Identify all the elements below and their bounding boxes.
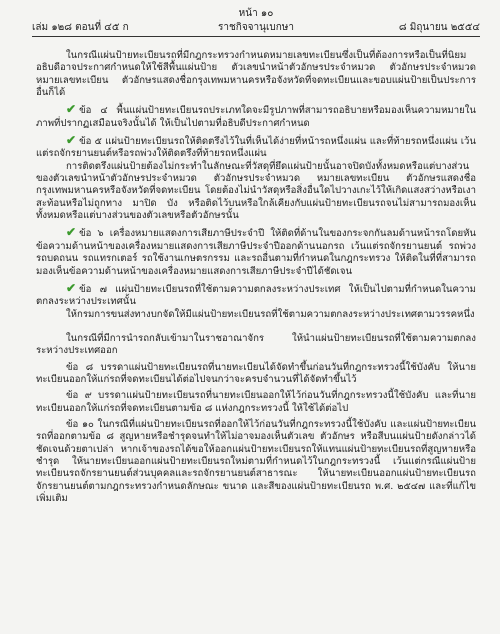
clause-8: ข้อ ๘ บรรดาแผ่นป้ายทะเบียนรถที่นายทะเบียนได้จัดทำขึ้นก่อนวันที่กฎกระทรวงนี้ใช้บังคับ ให้นายทะเบียนออกให้แก่รถที่จดทะเบียนได้ต่อไปจนกว่าจะครบจำนวนที่ได้จัดทำขึ้นไว้ bbox=[36, 361, 476, 385]
clause-7-text: ข้อ ๗ แผ่นป้ายทะเบียนรถที่ใช้ตามความตกลงระหว่างประเทศ ให้เป็นไปตามที่กำหนดในความตกลงระหว่างประเทศนั้น bbox=[36, 283, 476, 308]
publication-date: ๘ มิถุนายน ๒๕๕๔ bbox=[398, 22, 480, 33]
page-number: หน้า ๑๐ bbox=[238, 8, 274, 19]
clause-9: ข้อ ๙ บรรดาแผ่นป้ายทะเบียนรถที่นายทะเบียนออกให้ไว้ก่อนวันที่กฎกระทรวงนี้ใช้บังคับ และที่นายทะเบียนออกให้แก่รถที่จดทะเบียนตามข้อ ๘ แห่งกฎกระทรวงนี้ ให้ใช้ได้ต่อไป bbox=[36, 390, 476, 414]
header-divider bbox=[32, 36, 480, 37]
page-header bbox=[32, 6, 480, 46]
clause-10: ข้อ ๑๐ ในกรณีที่แผ่นป้ายทะเบียนรถที่ออกให้ไว้ก่อนวันที่กฎกระทรวงนี้ใช้บังคับ และแผ่นป้ายทะเบียนรถที่ออกตามข้อ ๘ สูญหายหรือชำรุดจนทำให้ไม่อาจมองเห็นตัวเลข ตัวอักษร หรือสีบนแผ่นป้ายดังกล่าวได้ชัดเจนด้วยตาเปล่า หากเจ้าของรถได้ขอให้ออกแผ่นป้ายทะเบียนรถให้แทนแผ่นป้ายทะเบียนรถที่สูญหายหรือชำรุด ให้นายทะเบียนออกแผ่นป้ายทะเบียนรถใหม่ตามที่กำหนดไว้ในกฎกระทรวงนี้ เว้นแต่กรณีแผ่นป้ายทะเบียนรถจักรยานยนต์ส่วนบุคคลและรถจักรยานยนต์สาธารณะ ให้นายทะเบียนออกแผ่นป้ายทะเบียนรถจักรยานยนต์ตามกฎกระทรวงกำหนดลักษณะ ขนาด และสีของแผ่นป้ายทะเบียนรถ พ.ศ. ๒๕๔๗ และที่แก้ไขเพิ่มเติม bbox=[36, 418, 476, 504]
clause-4-text: ข้อ ๔ พื้นแผ่นป้ายทะเบียนรถประเภทใดจะมีรูปภาพที่สามารถอธิบายหรือมองเห็นความหมายในภาพที่ปรากฏเสมือนจริงนั้นได้ ให้เป็นไปตามที่อธิบดีประกาศกำหนด bbox=[36, 105, 476, 129]
paragraph-return-vehicle: ในกรณีที่มีการนำรถกลับเข้ามาในราชอาณาจักร ให้นำแผ่นป้ายทะเบียนรถที่ใช้ตามความตกลงระหว่างประเทศออก bbox=[36, 332, 476, 357]
paragraph-plate-mounting: การติดตรึงแผ่นป้ายต้องไม่กระทำในลักษณะที่วัสดุที่ยึดแผ่นป้ายนั้นอาจปิดบังทั้งหมดหรือแต่บางส่วนของตัวเลขนำหน้าตัวอักษรประจำหมวด ตัวอักษรประจำหมวด หมายเลขทะเบียน ตัวอักษรแสดงชื่อกรุงเทพมหานครหรือจังหวัดที่จดทะเบียน โดยต้องไม่นำวัสดุหรือสิ่งอื่นใดไปวางเกะไว้ให้เกิดแสงสว่างหรือเงาสะท้อนหรือไม่ถูกทาง มาปิด บัง หรือติดไว้บนหรือใกล้เคียงกับแผ่นป้ายทะเบียนรถจนไม่สามารถมองเห็นทั้งหมดหรือแต่บางส่วนของตัวเลขหรือตัวอักษรนั้น bbox=[36, 160, 476, 222]
clause-4 bbox=[36, 103, 476, 130]
paragraph-international-plates: ให้กรมการขนส่งทางบกจัดให้มีแผ่นป้ายทะเบียนรถที่ใช้ตามความตกลงระหว่างประเทศตามวรรคหนึ่ง bbox=[66, 308, 475, 320]
check-icon: ✔ bbox=[66, 133, 77, 148]
clause-6 bbox=[36, 226, 476, 277]
paragraph-registration-special: ในกรณีแผ่นป้ายทะเบียนรถที่มีกฎกระทรวงกำหนดหมายเลขทะเบียนซึ่งเป็นที่ต้องการหรือเป็นที่นิยม อธิบดีอาจประกาศกำหนดให้ใช้สีพื้นแผ่นป้าย ตัวเลขนำหน้าตัวอักษรประจำหมวด ตัวอักษรประจำหมวด หมายเลขทะเบียน ตัวอักษรแสดงชื่อกรุงเทพมหานครหรือจังหวัดที่จดทะเบียนและขอบแผ่นป้ายเป็นประการอื่นก็ได้ bbox=[36, 50, 476, 99]
check-icon: ✔ bbox=[66, 102, 77, 117]
clause-6-text: ข้อ ๖ เครื่องหมายแสดงการเสียภาษีประจำปี ให้ติดที่ด้านในของกระจกกันลมด้านหน้ารถโดยหันข้อความด้านหน้าของเครื่องหมายแสดงการเสียภาษีประจำปีออกด้านนอกรถ เว้นแต่รถจักรยานยนต์ รถพ่วง รถบดถนน รถแทรกเตอร์ รถใช้งานเกษตรกรรม และรถอื่นตามที่กำหนดในกฎกระทรวง ให้ติดในที่ที่สามารถมองเห็นข้อความด้านหน้าของเครื่องหมายแสดงการเสียภาษีประจำปีได้ชัดเจน bbox=[36, 228, 476, 277]
gazette-title: ราชกิจจานุเบกษา bbox=[217, 22, 295, 33]
clause-5 bbox=[36, 134, 476, 161]
volume-label: เล่ม ๑๒๘ ตอนที่ ๔๕ ก bbox=[32, 22, 129, 33]
check-icon: ✔ bbox=[66, 225, 77, 240]
clause-5-text: ข้อ ๕ แผ่นป้ายทะเบียนรถให้ติดตรึงไว้ในที่เห็นได้ง่ายที่หน้ารถหนึ่งแผ่น และที่ท้ายรถหนึ่งแผ่น เว้นแต่รถจักรยานยนต์หรือรถพ่วงให้ติดตรึงที่ท้ายรถหนึ่งแผ่น bbox=[36, 136, 476, 160]
document-body bbox=[36, 50, 476, 505]
clause-7 bbox=[36, 282, 476, 309]
check-icon: ✔ bbox=[66, 280, 77, 295]
